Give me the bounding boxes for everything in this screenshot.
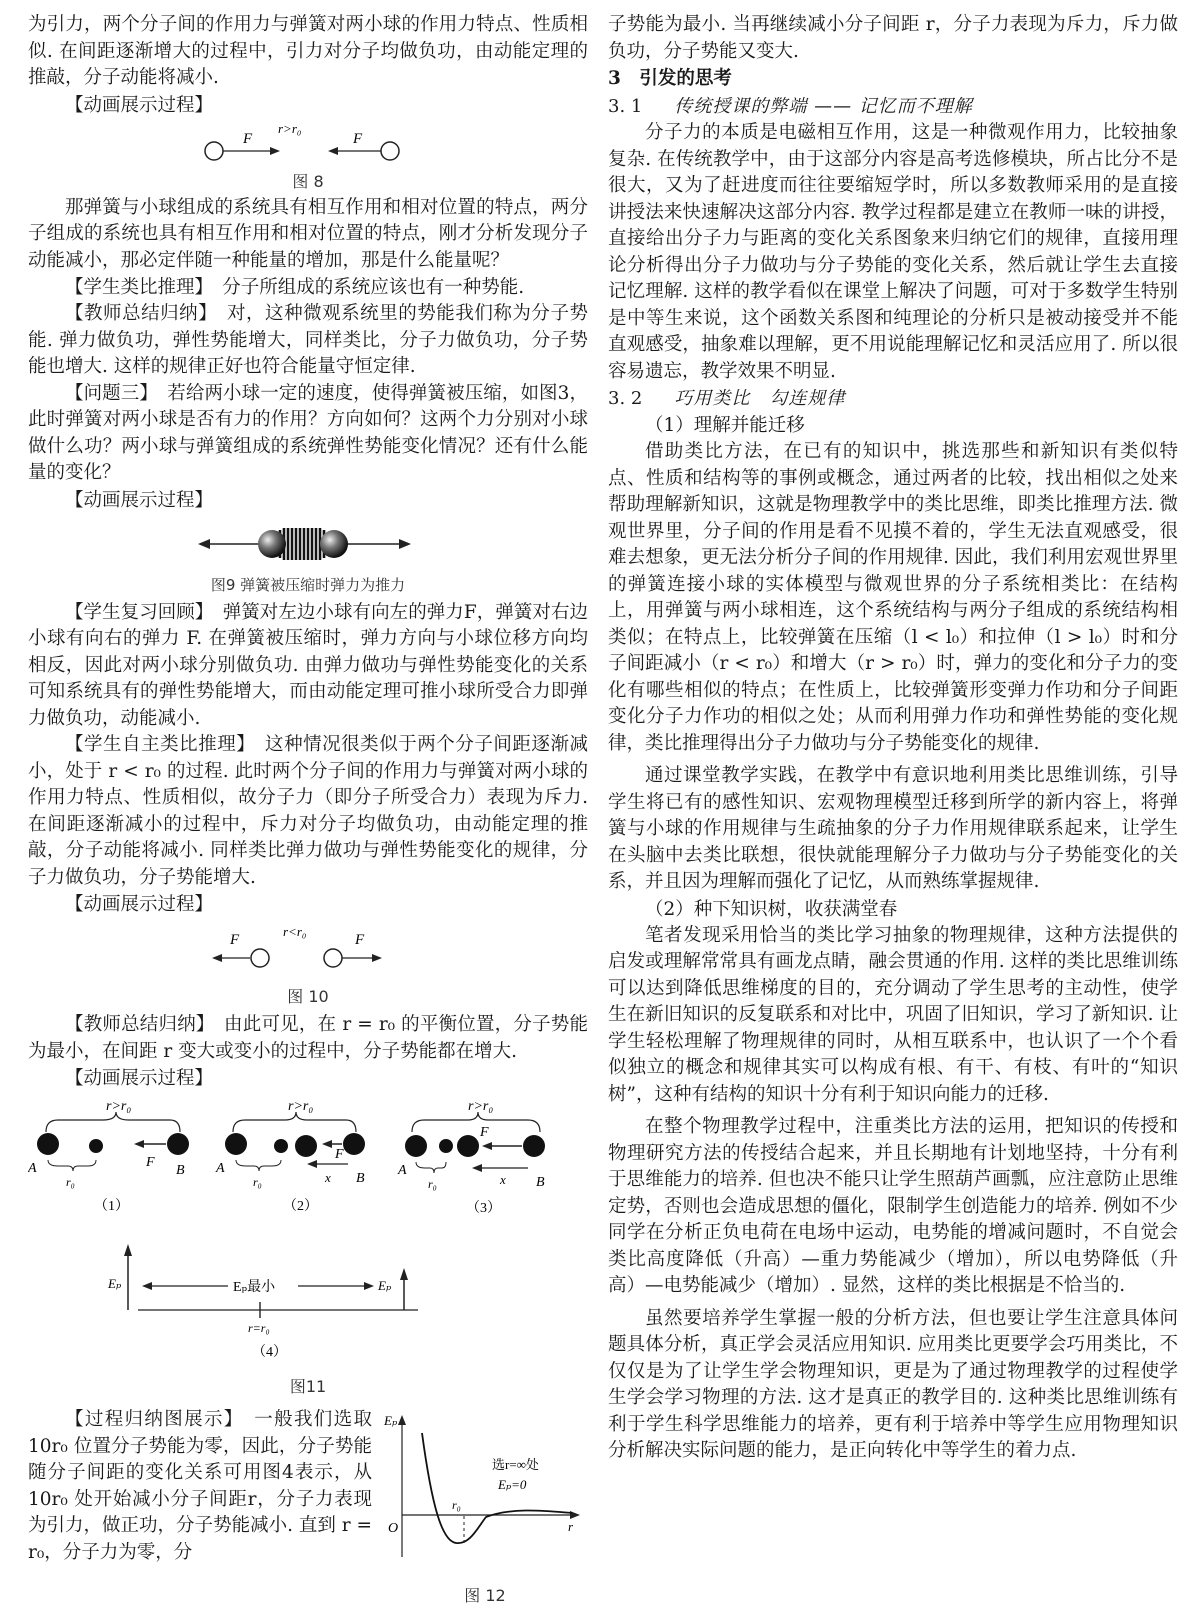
condition-label: r<r₀: [283, 924, 307, 939]
separation-label: r>r₀: [106, 1099, 132, 1114]
subsection-title: 巧用类比 勾连规律: [674, 388, 846, 409]
molecule-small: [439, 1139, 453, 1153]
molecule-b: [167, 1133, 189, 1155]
section-heading: 3 引发的思考: [608, 68, 732, 89]
figure-9-caption: 图9 弹簧被压缩时弹力为推力: [210, 575, 406, 594]
separation-label: r>r₀: [288, 1099, 314, 1114]
molecule-mid: [457, 1135, 479, 1157]
paragraph: 通过课堂教学实践，在教学中有意识地利用类比思维训练，引导学生将已有的感性知识、宏观物理模型迁移到所学的新内容上，将弹簧与小球的作用规律与生疏抽象的分子力作用规律联系起来，让学生在头脑中去类比联想，很快就能理解分子力做功与分子势能变化的关系，并且因为理解而强化了记忆，从而熟练掌握规律.: [608, 765, 1178, 892]
note-ep-zero: Eₚ=0: [498, 1477, 527, 1492]
paragraph: 【过程归纳图展示】 一般我们选取10r₀ 位置分子势能为零，因此，分子势能随分子间距的变化关系可用图4表示，从 10r₀ 处开始减小分子间距r，分子力表现为引力，做正功，分子势能减小. 直到 r = r₀，分子力为零，分: [28, 1409, 372, 1563]
sublabel-3: （3）: [466, 1201, 501, 1216]
label-origin: O: [388, 1521, 399, 1536]
label-ep-min: Eₚ最小: [233, 1280, 276, 1295]
molecule-a: [225, 1133, 247, 1155]
point-heading: （1）理解并能迁移: [645, 415, 805, 436]
figure-11-panel-2: [215, 1099, 365, 1214]
label-ep: Eₚ: [384, 1413, 398, 1428]
force-label-right: F: [355, 932, 365, 948]
subsection-heading-3-1: [608, 93, 1178, 120]
label-b: B: [176, 1163, 185, 1178]
label-x: x: [325, 1170, 331, 1185]
paragraph: 子势能为最小. 当再继续减小分子间距 r，分子力表现为斥力，斥力做负功，分子势能又变大.: [608, 14, 1178, 62]
force-label-right: F: [353, 130, 363, 147]
paragraph: 【教师总结归纳】 由此可见，在 r = r₀ 的平衡位置，分子势能为最小，在间距 r 变大或变小的过程中，分子势能都在增大.: [28, 1014, 588, 1062]
molecule-left: [205, 142, 223, 160]
animation-step-label: 【动画展示过程】: [65, 894, 214, 915]
right-column: [608, 0, 1178, 1465]
label-a: A: [398, 1163, 407, 1178]
subsection-number: 3. 2: [608, 388, 643, 409]
figure-11-panel-3: [397, 1099, 545, 1216]
label-r0: r₀: [452, 1498, 461, 1512]
molecule-right: [324, 949, 342, 967]
paragraph-with-figure-12: [28, 1407, 588, 1605]
figure-11-diagram: [28, 1092, 588, 1380]
paragraph: 【学生类比推理】 分子所组成的系统应该也有一种势能.: [65, 277, 525, 298]
paragraph: 笔者发现采用恰当的类比学习抽象的物理规律，这种方法提供的启发或理解常常具有画龙点睛，融会贯通的作用. 这样的类比思维训练可以达到降低思维梯度的目的，充分调动了学生思考的主动性，使学生在新旧知识的反复联系和对比中，巩固了旧知识，学习了新知识. 让学生轻松理解了物理规律的同时，从相互联系中，也认识了一个个看似独立的概念和规律其实可以构成有根、有干、有枝、有叶的“知识树”，这种有结构的知识十分有利于知识向能力的迁移.: [608, 924, 1178, 1105]
figure-9: [28, 514, 588, 600]
figure-12-graph: [382, 1407, 588, 1583]
molecule-a: [405, 1135, 427, 1157]
paragraph: 在整个物理教学过程中，注重类比方法的运用，把知识的传授和物理研究方法的传授结合起来，并且长期地有计划地坚持，十分有利于思维能力的培养. 但也决不能只让学生照葫芦画瓢，应注意防止思维定势，否则也会造成思想的僵化，限制学生创造能力的培养. 例如不少同学在分析正负电荷在电场中运动，电势能的增减问题时，不自觉会类比高度降低（升高）—重力势能减少（增加），所以电势降低（升高）—电势能减少（增加）. 显然，这样的类比根据是不恰当的.: [608, 1116, 1178, 1296]
separation-label: r>r₀: [468, 1099, 494, 1114]
molecule-b: [523, 1135, 545, 1157]
ball-left: [258, 530, 286, 558]
figure-11: [28, 1092, 588, 1380]
label-r0: r₀: [66, 1175, 75, 1189]
subsection-title: 传统授课的弊端 —— 记忆而不理解: [674, 96, 973, 117]
sublabel-1: （1）: [94, 1199, 129, 1214]
point-heading: （2）种下知识树，收获满堂春: [645, 898, 898, 920]
figure-10-diagram: [28, 918, 588, 984]
subsection-heading-3-2: [608, 385, 1178, 412]
animation-step-label: 【动画展示过程】: [65, 489, 214, 511]
label-x: x: [500, 1172, 506, 1187]
label-f: F: [335, 1147, 344, 1162]
figure-8-caption: 图 8: [292, 171, 324, 191]
molecule-a: [37, 1133, 59, 1155]
paragraph: 虽然要培养学生掌握一般的分析方法，但也要让学生注意具体问题具体分析，真正学会灵活应用知识. 应用类比更要学会巧用类比，不仅仅是为了让学生学会物理知识，更是为了通过物理教学的过程使学生学会学习物理的方法. 这才是真正的教学目的. 这种类比思维训练有利于学生科学思维能力的培养，更有利于培养中等学生应用物理知识分析解决实际问题的能力，是正向转化中等学生的着力点.: [608, 1307, 1178, 1461]
label-ep-right: Eₚ: [378, 1278, 392, 1293]
left-column: [28, 0, 588, 1607]
label-a: A: [216, 1161, 225, 1176]
molecule-small: [274, 1139, 288, 1153]
label-r0: r₀: [428, 1177, 437, 1191]
label-r: r: [568, 1519, 574, 1534]
molecule-b: [343, 1133, 365, 1155]
label-f: F: [146, 1155, 155, 1170]
potential-energy-curve: [422, 1433, 572, 1543]
paragraph: 借助类比方法，在已有的知识中，挑选那些和新知识有类似特点、性质和结构等的事例或概念，通过两者的比较，找出相似之处来帮助理解新知识，这就是物理教学中的类比思维，即类比推理方法. 微观世界里，分子间的作用是看不见摸不着的，学生无法直观感受，很难去想象，更无法分析分子间的作用规律. 因此，我们利用宏观世界里的弹簧连接小球的实体模型与微观世界的分子系统相类比：在结构上，用弹簧与两小球相连，这个系统结构与两分子组成的系统结构相类似；在特点上，比较弹簧在压缩（l < l₀）和拉伸（l > l₀）时和分子间距减小（r < r₀）和增大（r > r₀）时，弹力的变化和分子力的变化有哪些相似的特点；在性质上，比较弹簧形变弹力作功和分子间距变化分子力作功的相似之处；从而利用弹力作功和弹性势能的变化规律，类比推理得出分子力做功与分子势能变化的规律.: [608, 441, 1178, 754]
animation-step-label: 【动画展示过程】: [65, 94, 214, 116]
paragraph: 【学生复习回顾】 弹簧对左边小球有向左的弹力F，弹簧对右边小球有向右的弹力 F. 在弹簧被压缩时，弹力方向与小球位移方向均相反，因此对两小球分别做负功. 由弹力做功与弹性势能变化的关系可知系统具有的弹性势能增大，而由动能定理可推小球所受合力即弹力做负功，动能减小.: [28, 601, 588, 729]
label-a: A: [28, 1161, 37, 1176]
paragraph: 那弹簧与小球组成的系统具有相互作用和相对位置的特点，两分子组成的系统也具有相互作用和相对位置的特点，刚才分析发现分子动能减小，那必定伴随一种能量的增加，那是什么能量呢？: [28, 196, 588, 271]
condition-label: r>r₀: [278, 120, 302, 136]
force-label-left: F: [243, 130, 253, 147]
sublabel-4: （4）: [252, 1345, 287, 1360]
figure-11-caption: 图11: [289, 1377, 327, 1396]
figure-11-panel-1: [28, 1099, 189, 1214]
sublabel-2: （2）: [283, 1199, 318, 1214]
compressed-spring: [280, 528, 324, 560]
figure-8-diagram: [28, 119, 588, 175]
label-b: B: [536, 1175, 545, 1190]
figure-12: [382, 1407, 588, 1607]
figure-12-caption: 图 12: [464, 1586, 506, 1605]
molecule-right: [381, 142, 399, 160]
force-label-left: F: [230, 932, 240, 948]
molecule-small: [89, 1139, 103, 1153]
paragraph: 【问题三】 若给两小球一定的速度，使得弹簧被压缩，如图3，此时弹簧对两小球是否有力的作用？方向如何？这两个力分别对小球做什么功？两小球与弹簧组成的系统弹性势能变化情况？还有什么能量的变化？: [28, 382, 588, 483]
molecule-left: [251, 949, 269, 967]
figure-10-caption: 图 10: [287, 987, 329, 1006]
figure-9-diagram: [28, 514, 588, 572]
label-f: F: [480, 1125, 489, 1140]
paragraph: 为引力，两个分子间的作用力与弹簧对两小球的作用力特点、性质相似. 在间距逐渐增大的过程中，引力对分子均做负功，由动能定理的推敲，分子动能将减小.: [28, 14, 588, 88]
label-r-eq: r=r₀: [248, 1321, 270, 1335]
molecule-mid: [295, 1135, 317, 1157]
ball-right: [320, 530, 348, 558]
paragraph: 【学生自主类比推理】 这种情况很类似于两个分子间距逐渐减小，处于 r < r₀ 的过程. 此时两个分子间的作用力与弹簧对两小球的作用力特点、性质相似，故分子力（即分子所受合力）表现为斥力. 在间距逐渐减小的过程中，斥力对分子均做负功，由动能定理的推敲，分子动能将减小. 同样类比弹力做功与弹性势能变化的规律，分子力做负功，分子势能增大.: [28, 734, 588, 888]
paragraph: 【教师总结归纳】 对，这种微观系统里的势能我们称为分子势能. 弹力做负功，弹性势能增大，同样类比，分子力做负功，分子势能也增大. 这样的规律正好也符合能量守恒定律.: [28, 303, 588, 377]
label-ep-left: Eₚ: [108, 1276, 122, 1291]
figure-10: [28, 918, 588, 1012]
animation-step-label: 【动画展示过程】: [65, 1068, 214, 1089]
paragraph: 分子力的本质是电磁相互作用，这是一种微观作用力，比较抽象复杂. 在传统教学中，由于这部分内容是高考选修模块，所占比分不是很大，又为了赶进度而往往要缩短学时，所以多数教师采用的是直接讲授法来快速解决这部分内容. 教学过程都是建立在教师一味的讲授，直接给出分子力与距离的变化关系图象来归纳它们的规律，直接用理论分析得出分子力做功与分子势能的变化关系，然后就让学生去直接记忆理解. 这样的教学看似在课堂上解决了问题，可对于多数学生特别是中等生来说，这个函数关系图和纯理论的分析只是被动接受并不能直观感受，抽象难以理解，更不用说能理解记忆和灵活应用了. 所以很容易遗忘，教学效果不明显.: [608, 122, 1178, 382]
figure-11-panel-4: [107, 1244, 418, 1360]
label-b: B: [356, 1171, 365, 1186]
figure-8: [28, 119, 588, 195]
subsection-number: 3. 1: [608, 96, 643, 117]
label-r0: r₀: [253, 1175, 262, 1189]
note-zero-point: 选r=∞处: [492, 1457, 539, 1472]
